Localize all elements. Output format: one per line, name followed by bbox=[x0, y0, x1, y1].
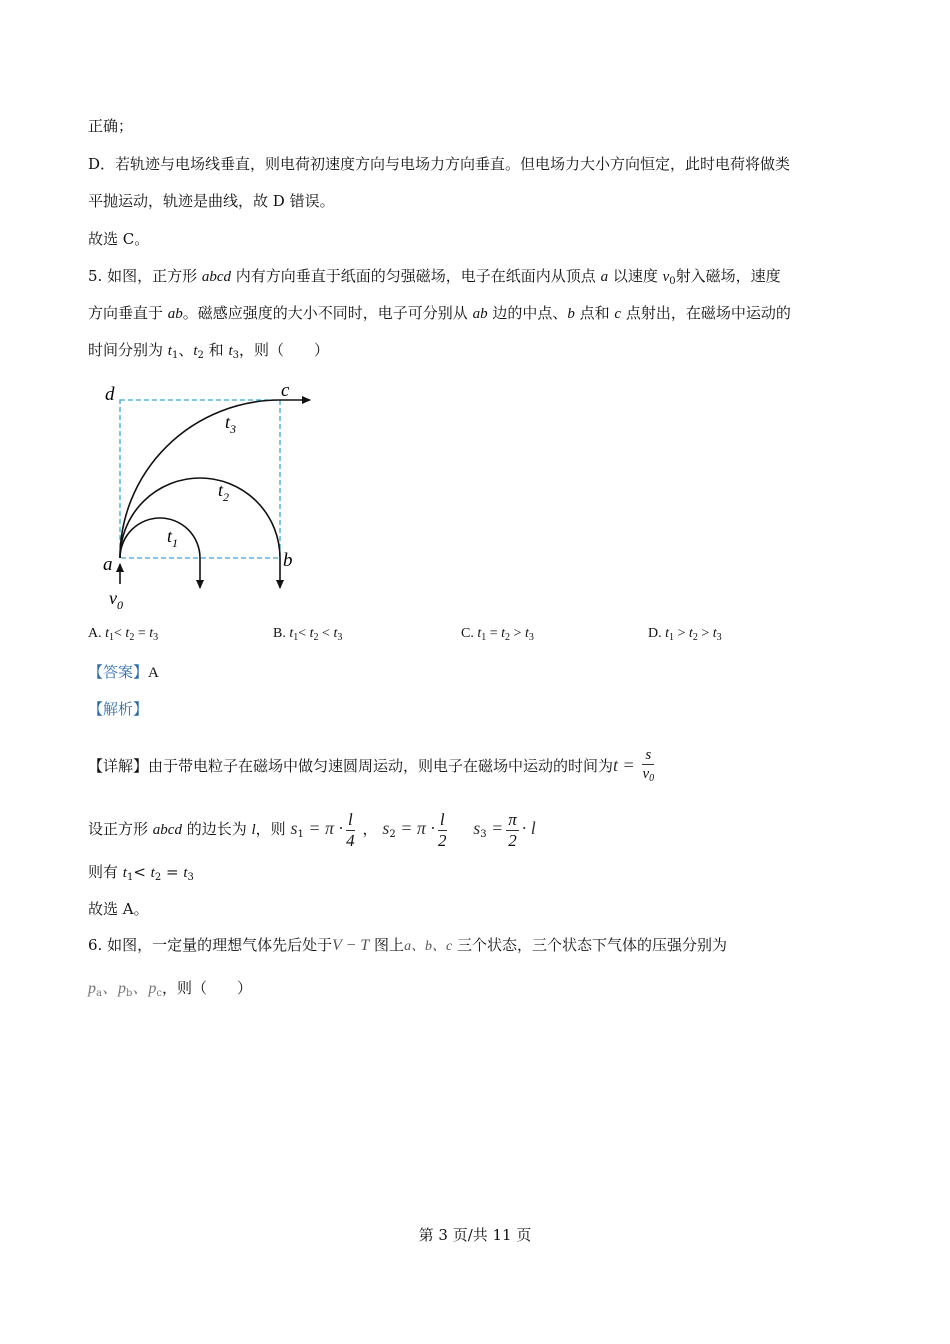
label-t2: $t_2$ bbox=[218, 480, 230, 504]
label-a: a bbox=[103, 554, 113, 575]
label-t1: $t_1$ bbox=[167, 526, 179, 550]
label-c: c bbox=[281, 380, 290, 401]
text-line-3: 平抛运动，轨迹是曲线，故 D 错误。 bbox=[88, 192, 335, 210]
detail-line: 【详解】由于带电粒子在磁场中做匀速圆周运动，则电子在磁场中运动的时间为t = $\frac{s}{v_0}$ bbox=[88, 747, 655, 784]
option-c: C. $t_1 = t_2 > t_3$ bbox=[461, 626, 534, 643]
question-6-line-1: 6. 如图，一定量的理想气体先后处于V − T 图上a、b、c 三个状态，三个状态下气体的压强分别为 bbox=[88, 936, 728, 954]
option-b: B. $t_1< t_2 < t_3$ bbox=[273, 626, 343, 643]
option-a: A. $t_1< t_2 = t_3$ bbox=[88, 626, 159, 643]
question-5-line-3: 时间分别为 $t_1$、$t_2$ 和 $t_3$，则（ ） bbox=[88, 341, 329, 361]
conclusion-line: 则有 $t_1< t_2 = t_3$ bbox=[88, 863, 194, 883]
question-5-line-1: 5. 如图，正方形 abcd 内有方向垂直于纸面的匀强磁场，电子在纸面内从顶点 a 以速度 $v_0$射入磁场，速度 bbox=[88, 267, 781, 287]
text-line-2: D．若轨迹与电场线垂直，则电荷初速度方向与电场力方向垂直。但电场力大小方向恒定，此时电荷将做类 bbox=[88, 155, 791, 173]
question-6-line-2: $p_a$、$p_b$、$p_c$，则（ ） bbox=[88, 979, 253, 999]
analysis-line bbox=[88, 699, 148, 719]
answer-line: 【答案】A bbox=[88, 663, 159, 681]
option-d: D. $t_1 > t_2 > t_3$ bbox=[648, 626, 722, 643]
page-footer: 第 3 页/共 11 页 bbox=[418, 1226, 532, 1244]
label-b: b bbox=[283, 550, 293, 571]
square-abcd bbox=[120, 400, 280, 558]
setup-line: 设正方形 abcd 的边长为 l，则 $s_1 = \pi$ · $\frac{l}{4}$ ， $s_2 = \pi$ · $\frac{l}{2}$ $s_3$ = $\frac{\pi}{2}$ · l bbox=[88, 809, 536, 850]
trajectory-t1 bbox=[120, 518, 200, 588]
label-d: d bbox=[105, 384, 115, 405]
text-line-4: 故选 C。 bbox=[88, 230, 150, 248]
magnetic-field-figure bbox=[95, 378, 325, 618]
answer-tag: 【答案】 bbox=[88, 663, 149, 681]
label-v0: $v_0$ bbox=[109, 588, 123, 612]
text-line-1: 正确； bbox=[88, 117, 134, 135]
label-t3: $t_3$ bbox=[225, 412, 237, 436]
analysis-tag: 【解析】 bbox=[88, 700, 149, 718]
select-line: 故选 A。 bbox=[88, 900, 149, 918]
question-5-line-2: 方向垂直于 ab。磁感应强度的大小不同时，电子可分别从 ab 边的中点、b 点和 c 点射出，在磁场中运动的 bbox=[88, 304, 791, 322]
